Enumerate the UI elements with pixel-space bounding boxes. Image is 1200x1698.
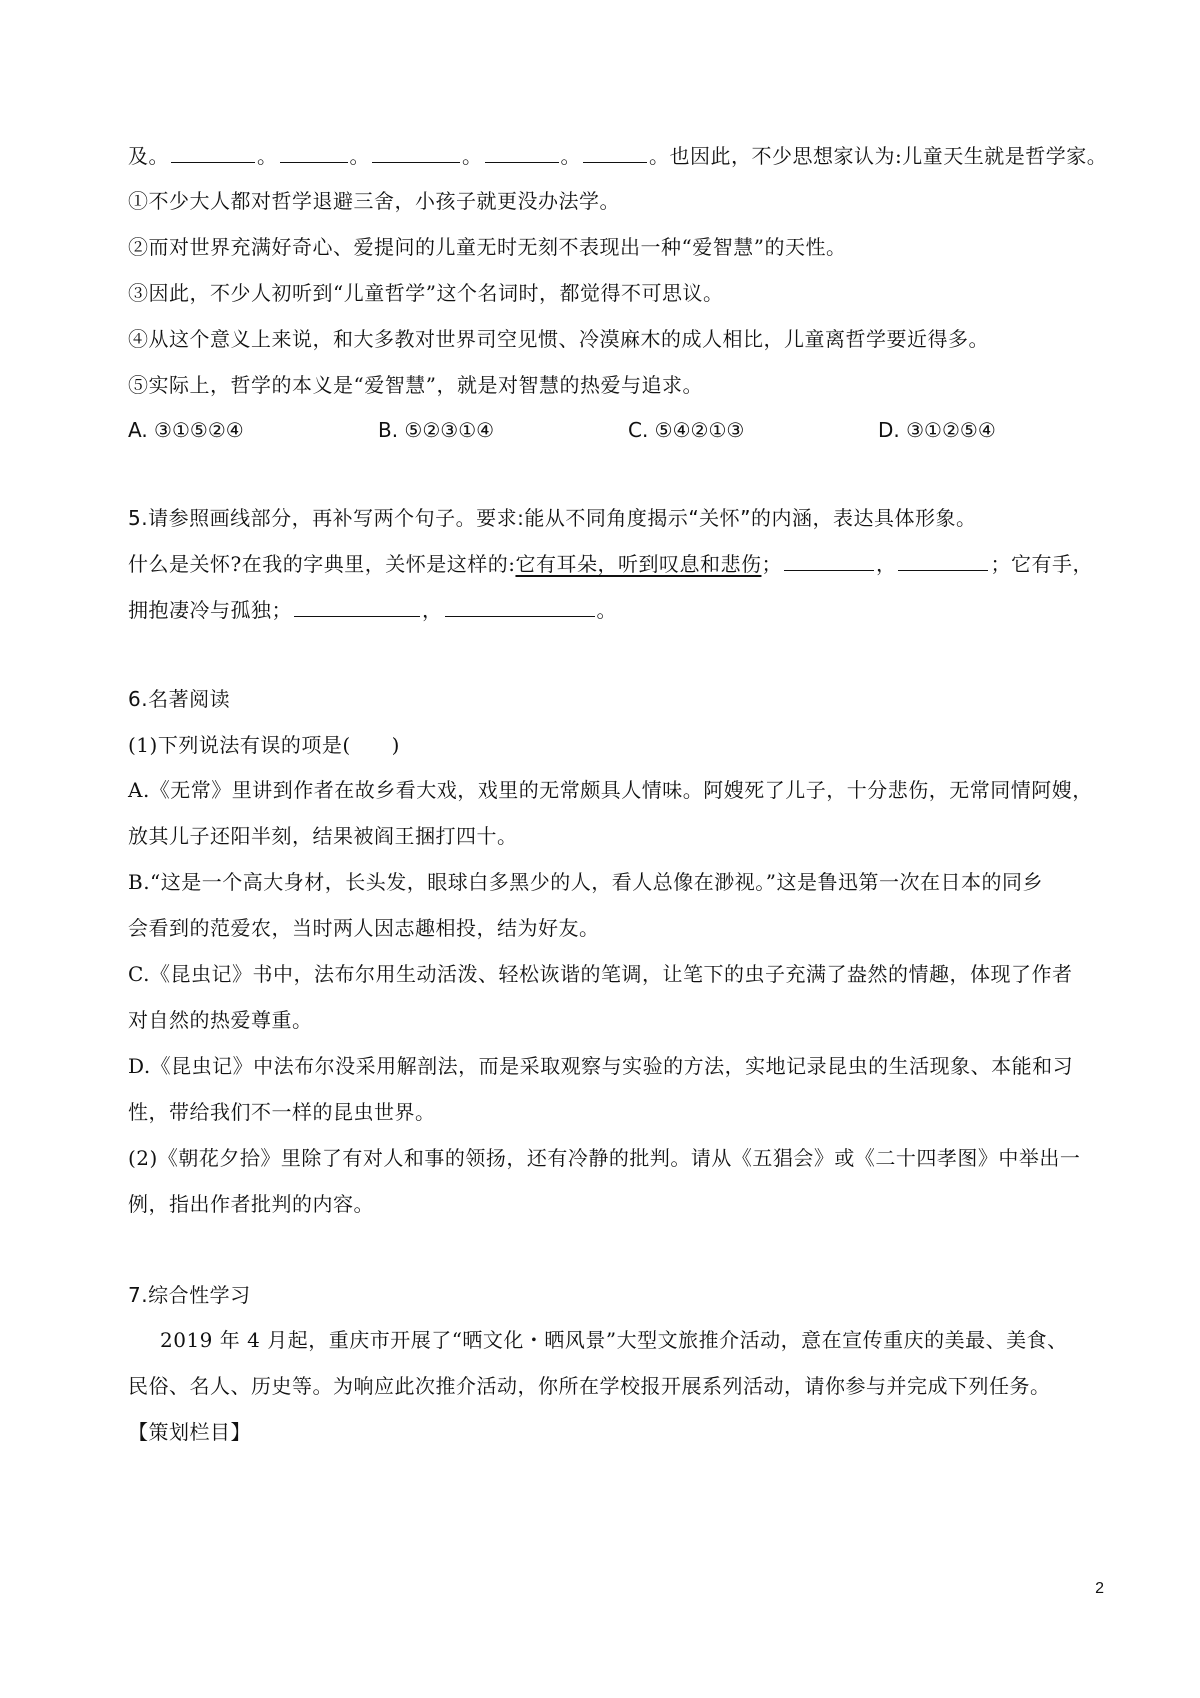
- q6-line: 对自然的热爱尊重。: [128, 1008, 313, 1032]
- answer-blank[interactable]: [898, 550, 988, 571]
- q5-line-1: 什么是关怀?在我的字典里，关怀是这样的:它有耳朵，听到叹息和悲伤； ， ；它有手，: [128, 552, 1093, 576]
- q4-item: ①不少大人都对哲学退避三舍，小孩子就更没办法学。: [128, 189, 620, 213]
- separator: 。: [462, 144, 483, 168]
- q4-line-start: 及。: [128, 144, 169, 168]
- answer-blank[interactable]: [171, 142, 255, 163]
- q4-item: ②而对世界充满好奇心、爱提问的儿童无时无刻不表现出一种“爱智慧”的天性。: [128, 235, 847, 259]
- q4-line-end: 。也因此，不少思想家认为:儿童天生就是哲学家。: [649, 144, 1108, 168]
- q6-title: 6.名著阅读: [128, 687, 231, 711]
- q4-item: ④从这个意义上来说，和大多教对世界司空见惯、冷漠麻木的成人相比，儿童离哲学要近得多。: [128, 327, 989, 351]
- q6-sub-1: (1)下列说法有误的项是( ): [128, 733, 400, 757]
- answer-blank[interactable]: [583, 142, 647, 163]
- page-number: 2: [1095, 1580, 1104, 1597]
- q6-line: (2)《朝花夕拾》里除了有对人和事的领扬，还有冷静的批判。请从《五猖会》或《二十四孝图》中举出一: [128, 1146, 1081, 1170]
- q4-line-blanks: [128, 142, 1107, 170]
- q4-item: ③因此，不少人初听到“儿童哲学”这个名词时，都觉得不可思议。: [128, 281, 724, 305]
- answer-blank[interactable]: [280, 142, 348, 163]
- q6-line: A.《无常》里讲到作者在故乡看大戏，戏里的无常颇具人情味。阿嫂死了儿子，十分悲伤，无常同情阿嫂，: [128, 778, 1093, 802]
- option-d[interactable]: D. ③①②⑤④: [878, 418, 996, 442]
- answer-blank[interactable]: [485, 142, 559, 163]
- q6-line: 例，指出作者批判的内容。: [128, 1192, 374, 1216]
- q6-line: B.“这是一个高大身材，长头发，眼球白多黑少的人，看人总像在渺视。”这是鲁迅第一次在日本的同乡: [128, 870, 1044, 894]
- q5-title: 5.请参照画线部分，再补写两个句子。要求:能从不同角度揭示“关怀”的内涵，表达具体形象。: [128, 506, 977, 530]
- answer-blank[interactable]: [445, 596, 595, 617]
- q7-title: 7.综合性学习: [128, 1283, 251, 1307]
- separator: 。: [257, 144, 278, 168]
- option-b[interactable]: B. ⑤②③①④: [378, 418, 495, 442]
- q6-line: D.《昆虫记》中法布尔没采用解剖法，而是采取观察与实验的方法，实地记录昆虫的生活现象、本能和习: [128, 1054, 1074, 1078]
- underlined-example: 它有耳朵，听到叹息和悲伤: [515, 552, 762, 576]
- separator: 。: [349, 144, 370, 168]
- option-c[interactable]: C. ⑤④②①③: [628, 418, 745, 442]
- answer-blank[interactable]: [294, 596, 420, 617]
- q6-line: 会看到的范爱农，当时两人因志趣相投，结为好友。: [128, 916, 600, 940]
- q6-line: 性，带给我们不一样的昆虫世界。: [128, 1100, 436, 1124]
- answer-blank[interactable]: [372, 142, 460, 163]
- q6-line: 放其儿子还阳半刻，结果被阎王捆打四十。: [128, 824, 518, 848]
- separator: 。: [560, 144, 581, 168]
- answer-blank[interactable]: [784, 550, 874, 571]
- q5-line-2: 拥抱凄冷与孤独； ， 。: [128, 598, 617, 622]
- q6-line: C.《昆虫记》书中，法布尔用生动活泼、轻松诙谐的笔调，让笔下的虫子充满了盎然的情趣，体现了作者: [128, 962, 1073, 986]
- q4-item: ⑤实际上，哲学的本义是“爱智慧”，就是对智慧的热爱与追求。: [128, 373, 703, 397]
- q7-section-heading: 【策划栏目】: [128, 1420, 251, 1444]
- option-a[interactable]: A. ③①⑤②④: [128, 418, 244, 442]
- q7-paragraph: 2019 年 4 月起，重庆市开展了“晒文化・晒风景”大型文旅推介活动，意在宣传重庆的美最、美食、: [160, 1328, 1068, 1352]
- q7-paragraph: 民俗、名人、历史等。为响应此次推介活动，你所在学校报开展系列活动，请你参与并完成下列任务。: [128, 1374, 1051, 1398]
